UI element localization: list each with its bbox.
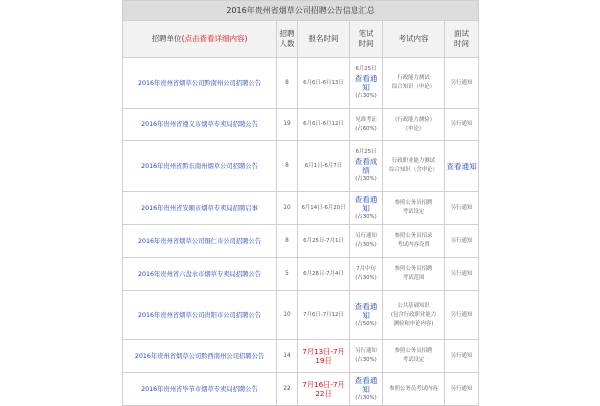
written-score-link[interactable]: 查看成绩	[354, 157, 378, 175]
table-row	[123, 109, 479, 141]
table-row	[123, 141, 479, 192]
content-cell: 参照公务员考试内容	[383, 373, 445, 406]
count-cell: 22	[277, 373, 298, 406]
signup-cell: 6月1日-6月7日	[298, 141, 350, 192]
written-notice-link[interactable]: 查看通知	[354, 375, 378, 394]
interview-cell: 另行通知	[445, 258, 479, 291]
unit-link[interactable]: 2016年贵州省烟草公司贵阳市公司招聘公告	[137, 311, 262, 319]
recruitment-table	[122, 0, 479, 406]
unit-link[interactable]: 2016年贵州省安顺市烟草专卖局招聘启事	[141, 204, 258, 212]
signup-cell: 6月28日-7月4日	[298, 258, 350, 291]
unit-cell	[123, 291, 277, 340]
content-cell: 参照公务员招聘 考试设定	[383, 340, 445, 373]
table-row	[123, 258, 479, 291]
signup-cell: 6月6日-6月13日	[298, 58, 350, 109]
unit-link[interactable]: 2016年贵州省烟草公司铜仁市公司招聘公告	[137, 237, 262, 245]
header-count: 招聘 人数	[277, 21, 298, 58]
content-cell: 《行政能力测验》 《申论》	[383, 109, 445, 141]
content-cell: 行政职业能力测试 综合知识（含申论）	[383, 141, 445, 192]
table-title: 2016年贵州省烟草公司招聘公告信息汇总	[123, 1, 479, 21]
content-cell: 参照公务员招录 考试内容设置	[383, 225, 445, 258]
unit-link[interactable]: 2016年贵州省遵义市烟草专卖局招聘公告	[141, 121, 258, 128]
unit-cell	[123, 340, 277, 373]
interview-cell: 另行通知	[445, 373, 479, 406]
interview-cell: 另行通知	[445, 340, 479, 373]
content-cell: 参照公务员招聘 考试设定	[383, 192, 445, 225]
header-unit-hint: (点击查看详细内容)	[181, 34, 248, 43]
written-notice-link[interactable]: 查看通知	[354, 194, 378, 213]
table-row	[123, 58, 479, 109]
table-row	[123, 340, 479, 373]
interview-cell: 另行通知	[445, 225, 479, 258]
signup-cell: 7月16日-7月22日	[298, 373, 350, 406]
written-cell: 另行通知 (占30%)	[350, 225, 383, 258]
content-cell: 公共基础知识 (包含行政职业能力 测验和申论内容)	[383, 291, 445, 340]
table-row	[123, 192, 479, 225]
unit-link[interactable]: 2016年贵州省烟草公司黔西南州公司招聘公告	[134, 352, 265, 360]
signup-cell: 7月13日-7月19日	[298, 340, 350, 373]
written-cell: 6月25日 查看通知 (占30%)	[350, 58, 383, 109]
signup-cell: 6月25日-7月1日	[298, 225, 350, 258]
unit-cell	[123, 225, 277, 258]
header-content: 考试内容	[383, 21, 445, 58]
content-cell: 参照公务员招聘 考试范围	[383, 258, 445, 291]
interview-cell: 另行通知	[445, 109, 479, 141]
written-cell: 查看通知 (占30%)	[350, 192, 383, 225]
header-written: 笔试 时间	[350, 21, 383, 58]
count-cell: 19	[277, 109, 298, 141]
count-cell: 8	[277, 225, 298, 258]
written-cell: 7月中旬 (占30%)	[350, 258, 383, 291]
written-notice-link[interactable]: 查看通知	[354, 74, 378, 92]
interview-cell: 另行通知	[445, 58, 479, 109]
signup-cell: 7月6日-7月12日	[298, 291, 350, 340]
unit-cell	[123, 58, 277, 109]
table-row	[123, 291, 479, 340]
written-cell: 6月25日 查看成绩 (占30%)	[350, 141, 383, 192]
count-cell: 5	[277, 258, 298, 291]
header-interview: 面试 时间	[445, 21, 479, 58]
interview-cell: 另行通知	[445, 192, 479, 225]
unit-link[interactable]: 2016年贵州省毕节市烟草专卖局招聘公告	[141, 385, 258, 393]
count-cell: 8	[277, 141, 298, 192]
count-cell: 10	[277, 291, 298, 340]
table-row	[123, 225, 479, 258]
unit-link[interactable]: 2016年贵州省六盘水市烟草专卖局招聘公告	[137, 270, 262, 278]
count-cell: 8	[277, 58, 298, 109]
interview-notice-link[interactable]: 查看通知	[445, 141, 479, 192]
written-cell: 查看通知 (占50%)	[350, 291, 383, 340]
header-unit: 招聘单位(点击查看详细内容)	[123, 21, 277, 58]
unit-cell	[123, 258, 277, 291]
recruitment-summary	[122, 0, 478, 406]
unit-link[interactable]: 2016年贵州省烟草公司黔南州公司招聘公告	[137, 79, 262, 87]
unit-cell	[123, 373, 277, 406]
unit-cell	[123, 141, 277, 192]
count-cell: 10	[277, 192, 298, 225]
content-cell: 行政能力测试 综合知识（申论）	[383, 58, 445, 109]
written-cell: 见准考证 (占60%)	[350, 109, 383, 141]
interview-cell: 另行通知	[445, 291, 479, 340]
signup-cell: 6月14日-6月20日	[298, 192, 350, 225]
header-signup: 报名时间	[298, 21, 350, 58]
unit-cell	[123, 109, 277, 141]
written-cell: 另行通知 (占30%)	[350, 340, 383, 373]
written-cell: 查看通知 (占30%)	[350, 373, 383, 406]
unit-link[interactable]: 2016年贵州省黔东南州烟草公司招聘公告	[141, 162, 258, 170]
unit-cell	[123, 192, 277, 225]
count-cell: 14	[277, 340, 298, 373]
written-notice-link[interactable]: 查看通知	[354, 301, 378, 320]
signup-cell: 6月6日-6月12日	[298, 109, 350, 141]
table-row	[123, 373, 479, 406]
